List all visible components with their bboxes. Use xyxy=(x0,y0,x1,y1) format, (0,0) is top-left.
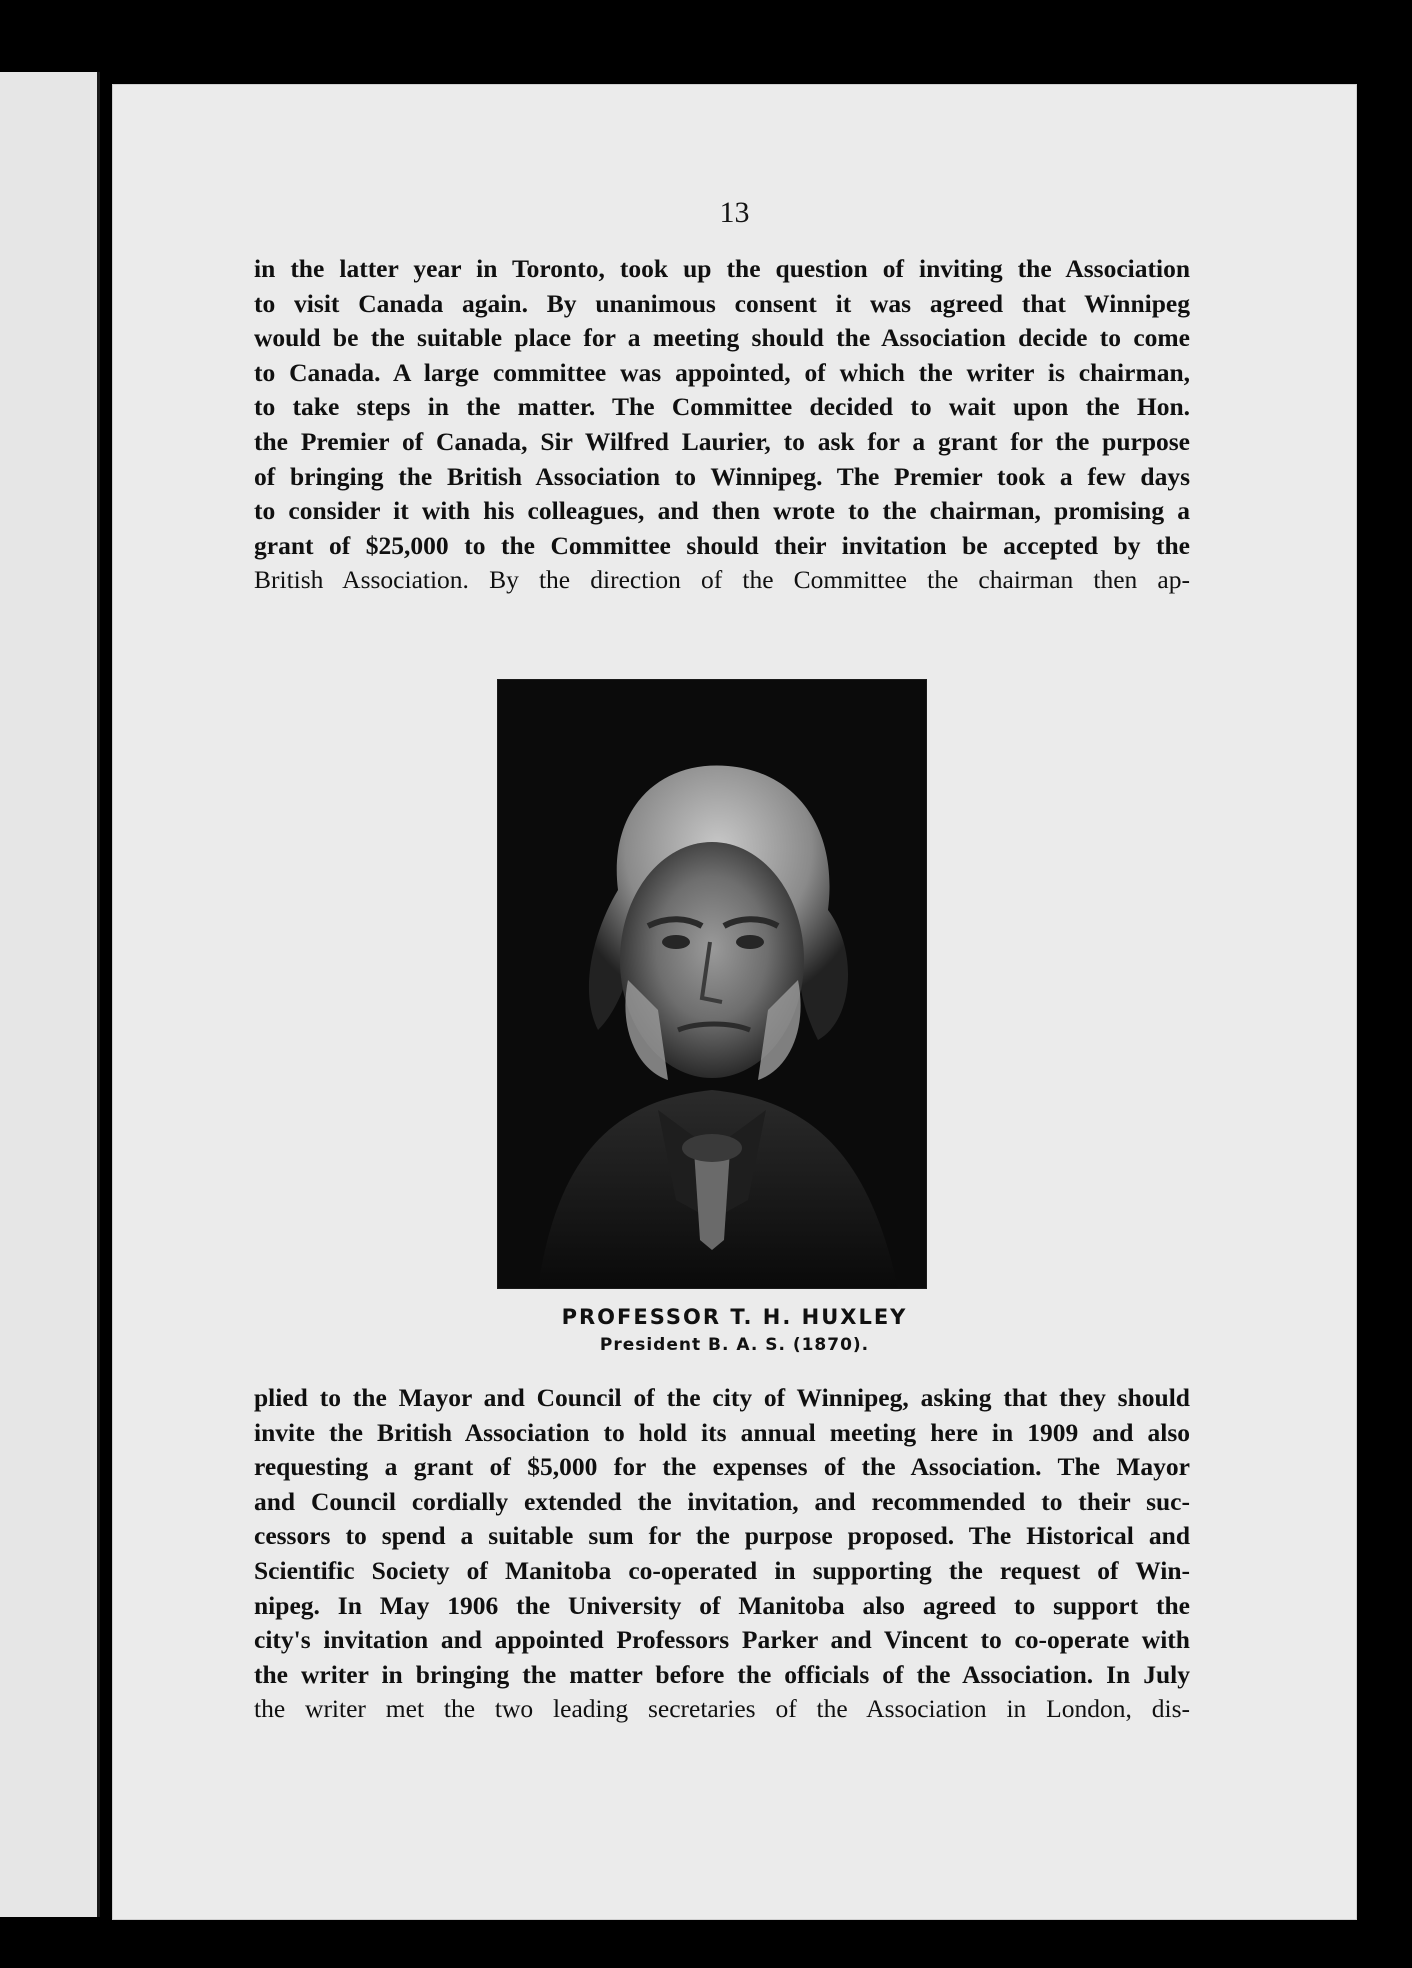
portrait-caption-name: PROFESSOR T. H. HUXLEY xyxy=(561,1305,908,1329)
page-number: 13 xyxy=(719,196,750,229)
text-line: the writer met the two leading secretaries of the Association in London, dis- xyxy=(254,1694,1190,1724)
text-line: grant of $25,000 to the Committee should their invitation be accepted by the xyxy=(254,530,1190,560)
text-line: in the latter year in Toronto, took up the question of inviting the Association xyxy=(254,254,1190,283)
text-line: to Canada. A large committee was appointed, of which the writer is chairman, xyxy=(254,357,1190,387)
text-line: invite the British Association to hold its annual meeting here in 1909 and also xyxy=(254,1417,1190,1447)
text-line: requesting a grant of $5,000 for the expenses of the Association. The Mayor xyxy=(254,1452,1190,1482)
text-line: nipeg. In May 1906 the University of Manitoba also agreed to support the xyxy=(254,1590,1190,1620)
text-line: of bringing the British Association to Winnipeg. The Premier took a few days xyxy=(254,461,1190,491)
text-line: Scientific Society of Manitoba co-operated in supporting the request of Win- xyxy=(254,1555,1190,1585)
portrait-photo xyxy=(498,680,926,1288)
text-line: the Premier of Canada, Sir Wilfred Laurier, to ask for a grant for the purpose xyxy=(254,426,1190,456)
portrait-illustration xyxy=(498,680,926,1288)
text-line: cessors to spend a suitable sum for the purpose proposed. The Historical and xyxy=(254,1521,1190,1551)
text-line: would be the suitable place for a meeting should the Association decide to come xyxy=(254,323,1190,353)
paragraph-top xyxy=(254,252,1190,598)
book-page xyxy=(112,84,1357,1920)
facing-page-edge xyxy=(0,72,100,1917)
text-line: plied to the Mayor and Council of the city of Winnipeg, asking that they should xyxy=(254,1383,1190,1412)
text-line: and Council cordially extended the invitation, and recommended to their suc- xyxy=(254,1486,1190,1516)
text-line: city's invitation and appointed Professors Parker and Vincent to co-operate with xyxy=(254,1625,1190,1655)
book-gutter xyxy=(97,72,100,1917)
text-line: to take steps in the matter. The Committee decided to wait upon the Hon. xyxy=(254,392,1190,422)
paragraph-bottom xyxy=(254,1381,1190,1727)
text-line: to visit Canada again. By unanimous consent it was agreed that Winnipeg xyxy=(254,288,1190,318)
portrait-caption-subtitle: President B. A. S. (1870). xyxy=(599,1335,870,1355)
text-line: British Association. By the direction of the Committee the chairman then ap- xyxy=(254,565,1190,595)
text-line: to consider it with his colleagues, and then wrote to the chairman, promising a xyxy=(254,496,1190,526)
text-line: the writer in bringing the matter before the officials of the Association. In July xyxy=(254,1659,1190,1689)
